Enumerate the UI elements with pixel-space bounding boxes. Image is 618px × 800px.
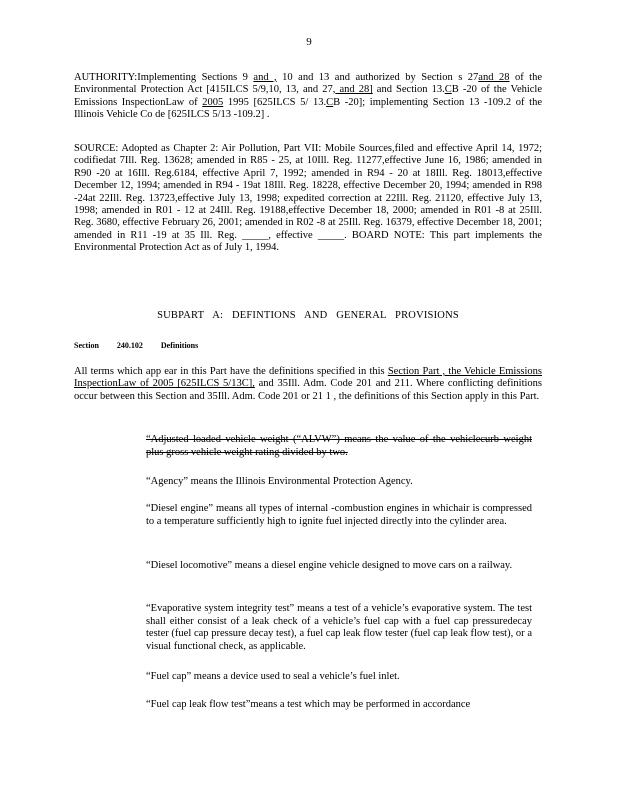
authority-insert: C — [444, 84, 452, 96]
definition-diesel-locomotive: “Diesel locomotive” means a diesel engine vehicle designed to move cars on a railway. — [146, 560, 513, 571]
authority-insert: C — [326, 96, 334, 108]
source-text: . BOARD NOTE: This part implements the Environmental Protection Act as of July 1, 1994. — [74, 229, 543, 254]
intro-insert: Section Part , the Vehicle Emissions InspectionLaw of 2005 [625ILCS 5/13C], — [74, 366, 542, 390]
intro-paragraph — [74, 366, 542, 403]
authority-text: B -20 of the Vehicle Emissions InspectionLaw of — [74, 84, 543, 108]
intro-text: All terms which app ear in this Part have the definitions specified in this — [74, 366, 388, 377]
source-blank: _____ — [317, 229, 345, 241]
section-heading — [74, 341, 216, 350]
source-paragraph — [74, 143, 542, 255]
intro-text: and 35Ill. Adm. Code 201 and 211. Where conflicting definitions occur between this Section and 35Ill. Adm. Code 201 or 21 1 , the definitions of this Section apply in this Part. — [74, 378, 542, 402]
authority-text: and Section 13. — [372, 84, 445, 96]
source-text: , effective — [268, 229, 318, 241]
authority-insert: and , — [253, 72, 277, 83]
authority-insert: 2005 — [202, 96, 224, 108]
section-title: Definitions — [160, 341, 199, 350]
authority-text: B -20]; implementing Section 13 -109.2 of the Illinois Vehicle Co de [625ILCS 5/13 -109.2] . — [74, 96, 542, 121]
section-number: 240.102 — [116, 341, 143, 350]
authority-insert: and 28 — [478, 72, 510, 83]
definition-agency: “Agency” means the Illinois Environmental Protection Agency. — [146, 476, 413, 487]
definition-alvw-deleted: “Adjusted loaded vehicle weight (“ALVW”) means the value of the vehiclecurb weight plus gross vehicle weight rating divided by two. — [146, 434, 532, 458]
source-blank: _____ — [242, 229, 269, 241]
definition-fuel-cap-leak-flow-test: “Fuel cap leak flow test”means a test which may be performed in accordance — [146, 699, 471, 710]
authority-text: AUTHORITY:Implementing Sections 9 — [74, 72, 254, 83]
authority-text: 1995 [625ILCS 5/ 13. — [223, 96, 327, 108]
authority-paragraph — [74, 72, 542, 122]
authority-text: of the Environmental Protection Act [415ILCS 5/9,10, 13, and 27, — [74, 72, 543, 96]
authority-insert: and 28] — [335, 84, 373, 96]
source-text: SOURCE: Adopted as Chapter 2: Air Pollution, Part VII: Mobile Sources,filed and effective April 14, 1972; codifiedat 7Ill. Reg. 13628; amended in R85 - 25, at 10Ill. Reg. 11277,effective June 16, 1986; amended in R90 -20 at 16Ill. Reg.6184, effective April 7, 1992; amended in R94 - 20 at 18Ill. Reg. 18013,effective December 12, 1994; amended in R94 - 19at 18Ill. Reg. 18228, effective December 20, 1994; amended in R98 -24at 22Ill. Reg. 13723,effective July 13, 1998; expedited correction at 22Ill. Reg. 21120, effective July 13, 1998; amended in R01 - 12 at 24Ill. Reg. 19188,effective December 18, 2000; amended in R01 -8 at 25Ill. Reg. 3680, effective February 26, 2001; amended in R02 -8 at 25Ill. Reg. 16379, effective December 18, 2001; amended in R11 -19 at 35 Ill. Reg. — [74, 143, 542, 241]
authority-text: 10 and 13 and authorized by Section s 27 — [276, 72, 479, 83]
definition-fuel-cap: “Fuel cap” means a device used to seal a vehicle’s fuel inlet. — [146, 671, 400, 682]
definition-diesel-engine: “Diesel engine” means all types of internal -combustion engines in whichair is compressed to a temperature sufficiently high to ignite fuel injected directly into the cylinder area. — [146, 503, 532, 527]
section-label: Section — [74, 341, 99, 350]
page-number: 9 — [306, 36, 312, 48]
definition-evaporative-test: “Evaporative system integrity test” means a test of a vehicle’s evaporative system. The test shall either consist of a leak check of a vehicle’s fuel cap with a fuel cap pressuredecay tester (fuel cap pressure decay test), a fuel cap leak flow tester (fuel cap leak flow test), or a visual functional check, as applicable. — [146, 603, 532, 652]
subpart-heading: SUBPART A: DEFINTIONS AND GENERAL PROVISIONS — [157, 310, 459, 321]
